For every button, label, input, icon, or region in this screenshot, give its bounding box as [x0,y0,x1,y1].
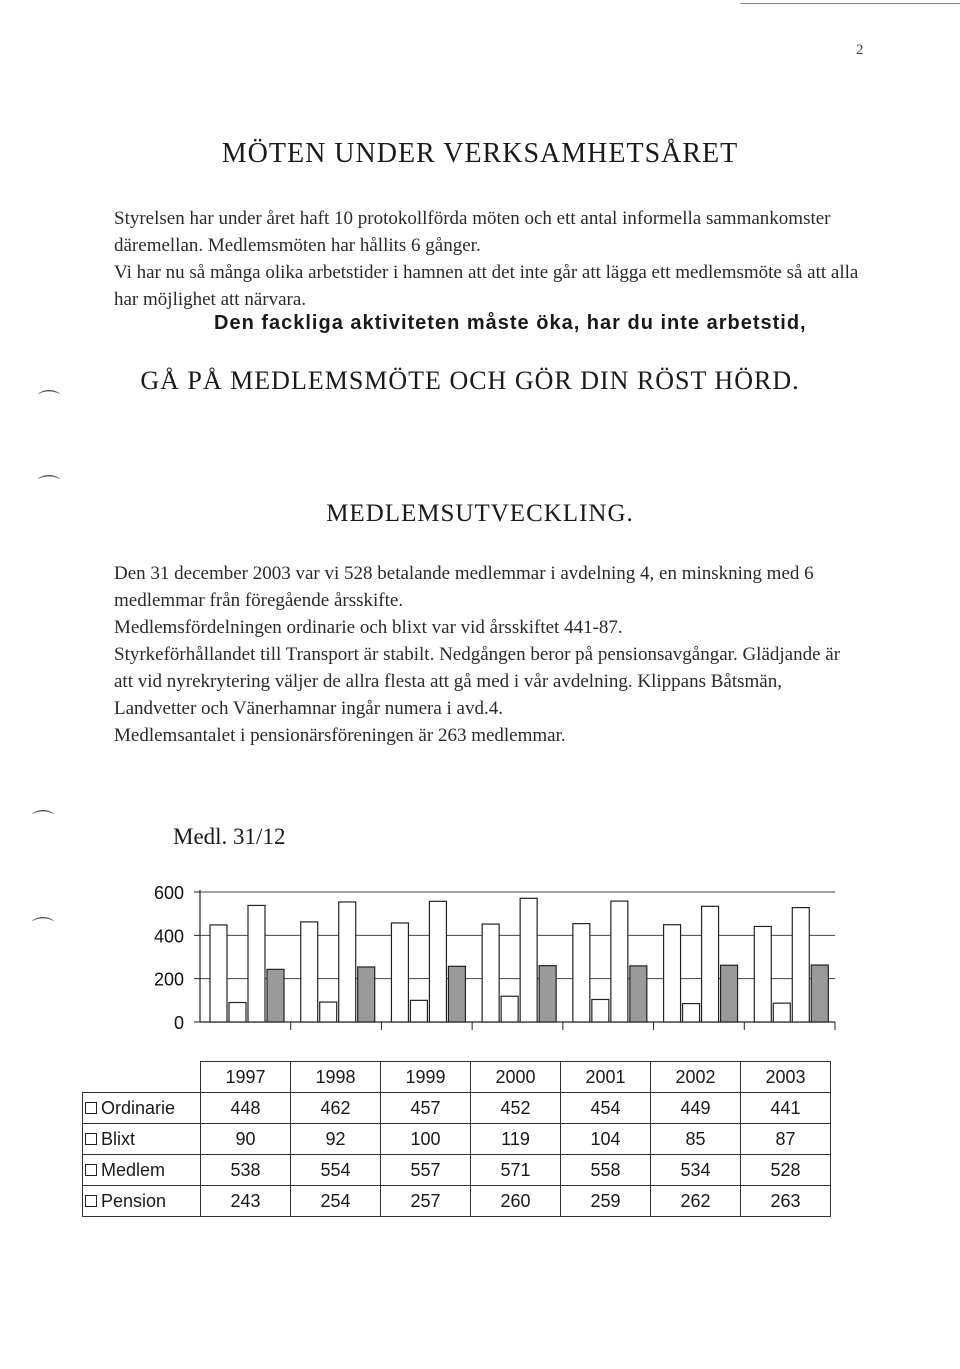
bar-ordinarie [301,922,318,1022]
bar-pension [358,967,375,1022]
table-corner [83,1062,201,1093]
bar-ordinarie [391,923,408,1022]
table-row [83,1124,831,1155]
legend-label: Pension [101,1190,167,1211]
bar-pension [448,966,465,1022]
data-label: 104 [561,1124,651,1155]
bar-pension [267,969,284,1022]
bar-blixt [410,1000,427,1022]
bar-medlem [429,901,446,1022]
data-label: 449 [651,1093,741,1124]
data-label: 457 [381,1093,471,1124]
bar-pension [721,965,738,1022]
legend-label: Blixt [101,1128,136,1149]
bold-appeal: Den fackliga aktiviteten måste öka, har du inte arbetstid, [214,312,807,334]
data-label: 260 [471,1186,561,1217]
bar-medlem [611,901,628,1022]
margin-mark: ⌒ [38,474,61,499]
bar-blixt [320,1002,337,1022]
chart-title: Medl. 31/12 [173,824,286,849]
legend-label: Medlem [101,1159,166,1180]
y-tick-label: 400 [153,926,184,947]
data-label: 452 [471,1093,561,1124]
data-label: 259 [561,1186,651,1217]
y-tick-label: 200 [153,969,184,990]
legend-swatch-icon [85,1133,97,1145]
data-label: 254 [291,1186,381,1217]
bar-blixt [592,999,609,1022]
bar-ordinarie [754,926,771,1022]
chart-data-table [82,1061,831,1217]
legend-swatch-icon [85,1164,97,1176]
table-row [83,1186,831,1217]
meetings-line-2: Vi har nu så många olika arbetstider i hamnen att det inte går att lägga ett medlemsmöte så att alla har möjlighet att närvara. [114,262,859,310]
x-tick-label: 2002 [651,1062,741,1093]
y-tick-label: 0 [173,1013,184,1033]
bar-ordinarie [482,924,499,1022]
bar-medlem [520,898,537,1022]
x-tick-label: 2003 [741,1062,831,1093]
bar-medlem [702,906,719,1022]
bar-medlem [339,902,356,1022]
x-tick-label: 2001 [561,1062,651,1093]
data-label: 257 [381,1186,471,1217]
data-label: 454 [561,1093,651,1124]
data-label: 448 [201,1093,291,1124]
data-label: 534 [651,1155,741,1186]
page-number: 2 [856,42,864,58]
table-row [83,1093,831,1124]
table-row [83,1155,831,1186]
data-label: 554 [291,1155,381,1186]
data-label: 85 [651,1124,741,1155]
meetings-line-1: Styrelsen har under året haft 10 protokollförda möten och ett antal informella sammankomster däremellan. Medlemsmöten har hållits 6 gånger. [114,208,831,256]
data-label: 557 [381,1155,471,1186]
callout-attend-meeting: GÅ PÅ MEDLEMSMÖTE OCH GÖR DIN RÖST HÖRD. [140,366,800,395]
heading-meetings: MÖTEN UNDER VERKSAMHETSÅRET [221,138,739,169]
data-label: 100 [381,1124,471,1155]
bar-blixt [501,996,518,1022]
y-tick-label: 600 [153,883,184,903]
bar-ordinarie [573,924,590,1022]
bar-blixt [683,1004,700,1022]
data-label: 262 [651,1186,741,1217]
x-tick-label: 2000 [471,1062,561,1093]
legend-entry [83,1155,201,1186]
legend-swatch-icon [85,1102,97,1114]
legend-label: Ordinarie [101,1097,176,1118]
data-label: 119 [471,1124,561,1155]
data-label: 92 [291,1124,381,1155]
legend-entry [83,1124,201,1155]
table-header-row [83,1062,831,1093]
membership-line-4: Medlemsantalet i pensionärsföreningen är 263 medlemmar. [114,725,566,746]
margin-mark: ⌒ [32,916,55,941]
data-label: 571 [471,1155,561,1186]
bar-pension [811,965,828,1022]
bar-blixt [773,1003,790,1022]
margin-mark: ⌒ [32,809,55,834]
bar-ordinarie [664,925,681,1022]
bar-blixt [229,1003,246,1023]
x-tick-label: 1998 [291,1062,381,1093]
data-label: 558 [561,1155,651,1186]
bar-medlem [248,905,265,1022]
membership-line-1: Den 31 december 2003 var vi 528 betalande medlemmar i avdelning 4, en minskning med 6 medlemmar från föregående årsskifte. [114,563,814,611]
heading-membership: MEDLEMSUTVECKLING. [326,500,634,527]
legend-entry [83,1093,201,1124]
membership-line-3: Styrkeförhållandet till Transport är stabilt. Nedgången beror på pensionsavgångar. Glädjande är att vid nyrekrytering väljer de allra flesta att gå med i vår avdelning. Klippans Båtsmän, Landvetter och Vänerhamnar ingår numera i avd.4. [114,644,841,719]
bar-pension [539,966,556,1022]
margin-mark: ⌒ [38,389,61,414]
membership-line-2: Medlemsfördelningen ordinarie och blixt var vid årsskiftet 441-87. [114,617,623,638]
data-label: 462 [291,1093,381,1124]
data-label: 263 [741,1186,831,1217]
x-tick-label: 1999 [381,1062,471,1093]
legend-swatch-icon [85,1195,97,1207]
legend-entry [83,1186,201,1217]
data-label: 87 [741,1124,831,1155]
data-label: 528 [741,1155,831,1186]
bar-ordinarie [210,925,227,1022]
bar-pension [630,966,647,1022]
data-label: 441 [741,1093,831,1124]
data-label: 243 [201,1186,291,1217]
x-tick-label: 1997 [201,1062,291,1093]
data-label: 538 [201,1155,291,1186]
data-label: 90 [201,1124,291,1155]
bar-medlem [792,908,809,1022]
